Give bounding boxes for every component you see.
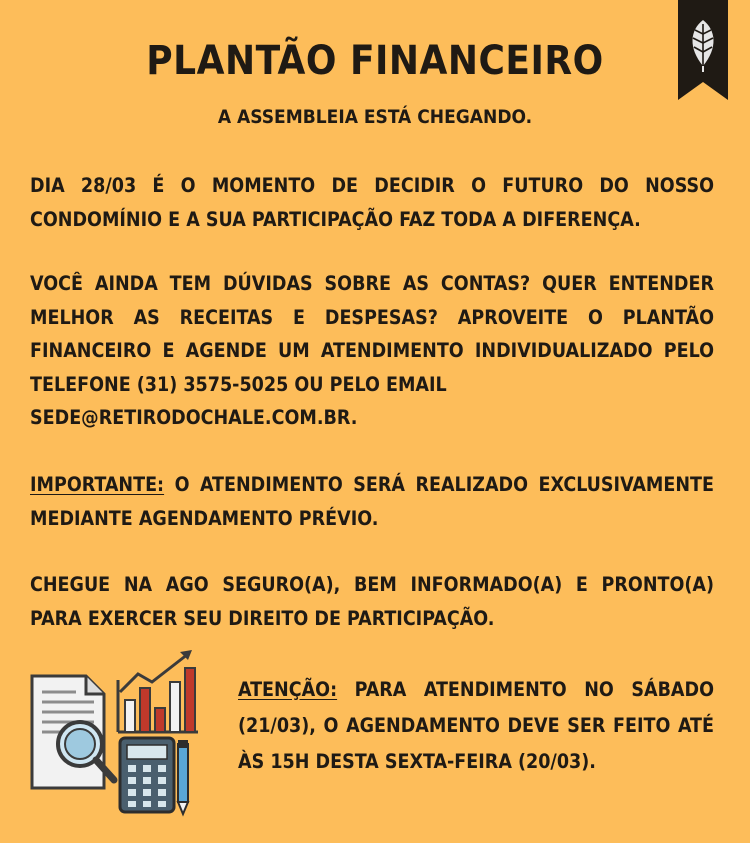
- important-label: IMPORTANTE:: [30, 473, 165, 496]
- finance-documents-calculator-chart-icon: [28, 648, 200, 820]
- paragraph-date: DIA 28/03 É O MOMENTO DE DECIDIR O FUTURO DO NOSSO CONDOMÍNIO E A SUA PARTICIPAÇÃO FAZ TODA A DIFERENÇA.: [30, 174, 714, 231]
- attention-notice: [238, 672, 714, 780]
- page-subtitle: A ASSEMBLEIA ESTÁ CHEGANDO.: [217, 106, 533, 128]
- important-text: O ATENDIMENTO SERÁ REALIZADO EXCLUSIVAMENTE MEDIANTE AGENDAMENTO PRÉVIO.: [30, 473, 714, 530]
- paragraph-important: [30, 468, 714, 535]
- contact-email: SEDE@RETIRODOCHALE.COM.BR.: [30, 406, 358, 429]
- paragraph-questions: [30, 267, 714, 435]
- paragraph-questions-text: VOCÊ AINDA TEM DÚVIDAS SOBRE AS CONTAS? QUER ENTENDER MELHOR AS RECEITAS E DESPESAS? APROVEITE O PLANTÃO FINANCEIRO E AGENDE UM ATENDIMENTO INDIVIDUALIZADO PELO TELEFONE (31) 3575-5025 OU PELO EMAIL: [30, 272, 714, 396]
- attention-label: ATENÇÃO:: [238, 678, 338, 701]
- paragraph-closing: CHEGUE NA AGO SEGURO(A), BEM INFORMADO(A) E PRONTO(A) PARA EXERCER SEU DIREITO DE PARTICIPAÇÃO.: [30, 573, 714, 630]
- page-title: PLANTÃO FINANCEIRO: [146, 38, 604, 84]
- attention-text: PARA ATENDIMENTO NO SÁBADO (21/03), O AGENDAMENTO DEVE SER FEITO ATÉ ÀS 15H DESTA SEXTA-FEIRA (20/03).: [238, 678, 714, 773]
- finance-illustration: [28, 648, 200, 820]
